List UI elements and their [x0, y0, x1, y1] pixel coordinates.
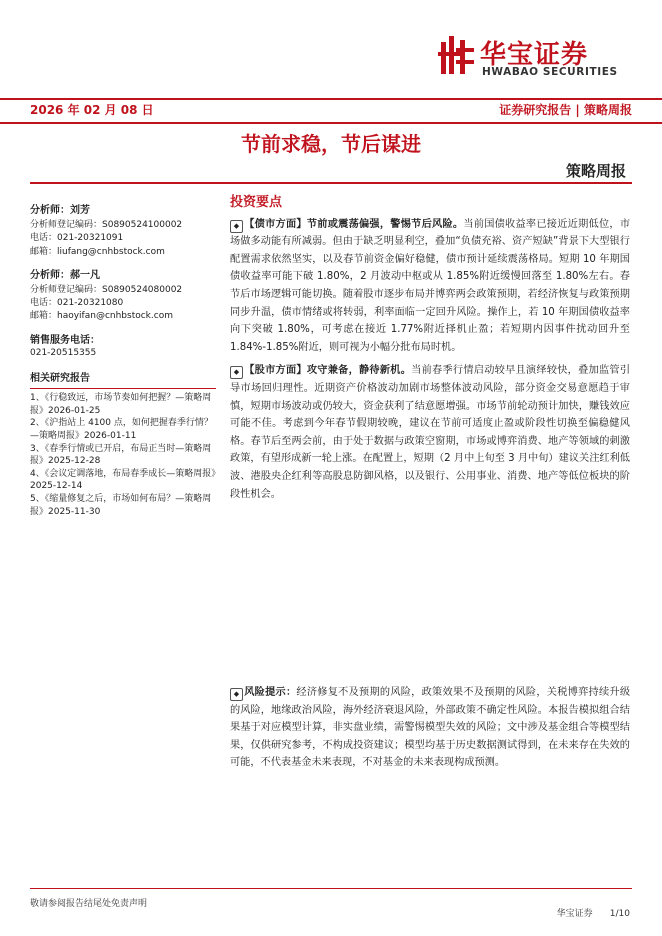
analyst-email[interactable]: 邮箱：haoyifan@cnhbstock.com: [30, 311, 173, 322]
logo-chinese-name: 华宝证券: [480, 40, 589, 70]
sales-label: 销售服务电话：: [30, 334, 100, 346]
report-category: 策略周报: [565, 162, 626, 180]
related-report-item[interactable]: 2、《沪指站上 4100 点，如何把握春季行情？—策略周报》2026-01-11: [30, 418, 213, 442]
bullet-icon: ◆: [230, 688, 243, 701]
bond-body: 当前国债收益率已接近近期低位，市场做多动能有所减弱。但由于缺乏明显利空，叠加“负债充裕、资产短缺”背景下大型银行配置需求依然坚实，以及春节前资金偏好稳健，债市预计延续震荡格局。短期 10 年期国债收益率可能下破 1.80%，2 月波动中枢或从 1.85%附近缓慢回落至 1.80%左右。春节后市场逻辑可能切换。随着股市逐步布局并博弈两会政策预期，若经济恢复与政策预期同步升温，债市情绪或将转弱，利率面临一定回升风险。操作上，若 10 年期国债收益率向下突破 1.80%，可考虑在接近 1.77%附近择机止盈；若短期内因事件扰动回升至 1.84%-1.85%附近，则可视为小幅分批布局时机。: [230, 218, 631, 353]
related-report-item[interactable]: 3、《春季行情或已开启，布局正当时—策略周报》2025-12-28: [30, 443, 212, 467]
footer-disclaimer[interactable]: 敬请参阅报告结尾处免责声明: [30, 899, 148, 909]
bullet-icon: ◆: [230, 366, 243, 379]
sales-phone: 021-20515355: [30, 347, 97, 358]
title-divider: [30, 182, 632, 184]
analyst-name: 分析师：刘芳: [30, 205, 90, 216]
stock-body: 当前春季行情启动较早且演绎较快，叠加监管引导市场回归理性。近期资产价格波动加剧市场整体波动风险，部分资金交易意愿趋于审慎，短期市场波动或仍较大，资金获利了结意愿增强。市场节前轮动预计加快，赚钱效应可能不佳。考虑到今年春节假期较晚，建议在节前可适度止盈或阶段性切换至偏稳健风格。春节后至两会前，由于处于数据与政策空窗期，市场或博弈消费、地产等领域的刺激政策，有望形成新一轮上涨。在配置上，短期（2 月中上旬至 3 月中旬）建议关注红利低波、港股央企红利等高股息防御风格，以及银行、公用事业、消费、地产等低位板块的阶段性机会。: [230, 365, 631, 500]
related-report-item[interactable]: 4、《会议定调落地，布局春季成长—策略周报》2025-12-14: [30, 468, 216, 492]
analyst-phone: 电话：021-20321080: [30, 298, 124, 309]
risk-warning: [230, 684, 630, 772]
report-type-label: 证券研究报告 | 策略周报: [499, 103, 632, 117]
analyst-block: [30, 204, 216, 259]
footer-divider: [30, 888, 632, 889]
related-report-item[interactable]: 1、《行稳致远，市场节奏如何把握？—策略周报》2026-01-25: [30, 393, 212, 416]
risk-body: 经济修复不及预期的风险，政策效果不及预期的风险，关税博弈持续升级的风险，地缘政治风险，海外经济衰退风险，外部政策不确定性风险。本报告模拟组合结果基于对应模型计算，非实盘业绩，需警惕模型失效的风险；文中涉及基金组合等模型结果，仅供研究参考，不构成投资建议；模型均基于历史数据测试得到，在未来存在失效的可能，不代表基金未来表现，不对基金的未来表现构成预测。: [230, 687, 631, 769]
report-date: 2026 年 02 月 08 日: [30, 103, 154, 117]
footer-brand: 华宝证券: [556, 909, 593, 919]
logo-english-name: HWABAO SECURITIES: [482, 66, 618, 78]
related-report-item[interactable]: 5、《缩量修复之后，市场如何布局？—策略周报》2025-11-30: [30, 493, 212, 517]
analyst-reg: 分析师登记编码：S0890524100002: [30, 220, 183, 231]
analyst-email[interactable]: 邮箱：liufang@cnhbstock.com: [30, 246, 165, 257]
analyst-name: 分析师：郝一凡: [30, 269, 100, 281]
stock-paragraph: [230, 362, 630, 503]
analyst-reg: 分析师登记编码：S0890524080002: [30, 285, 183, 296]
page-number: 1/10: [609, 909, 630, 919]
brand-logo-icon: [438, 34, 476, 78]
analyst-phone: 电话：021-20321091: [30, 233, 124, 244]
related-reports-title: 相关研究报告: [30, 372, 216, 389]
footer-page-info: [557, 906, 630, 919]
analyst-block: [30, 269, 216, 324]
risk-lead: 风险提示：: [244, 687, 297, 698]
bond-lead: 【债市方面】节前或震荡偏强，警惕节后风险。: [244, 218, 464, 230]
left-sidebar: [30, 204, 216, 518]
bullet-icon: ◆: [230, 220, 243, 233]
bond-paragraph: [230, 216, 630, 357]
stock-lead: 【股市方面】攻守兼备，静待新机。: [244, 365, 412, 377]
page-title: 节前求稳，节后谋进: [241, 132, 421, 156]
section-title: 投资要点: [230, 195, 283, 210]
main-content: [230, 194, 630, 509]
